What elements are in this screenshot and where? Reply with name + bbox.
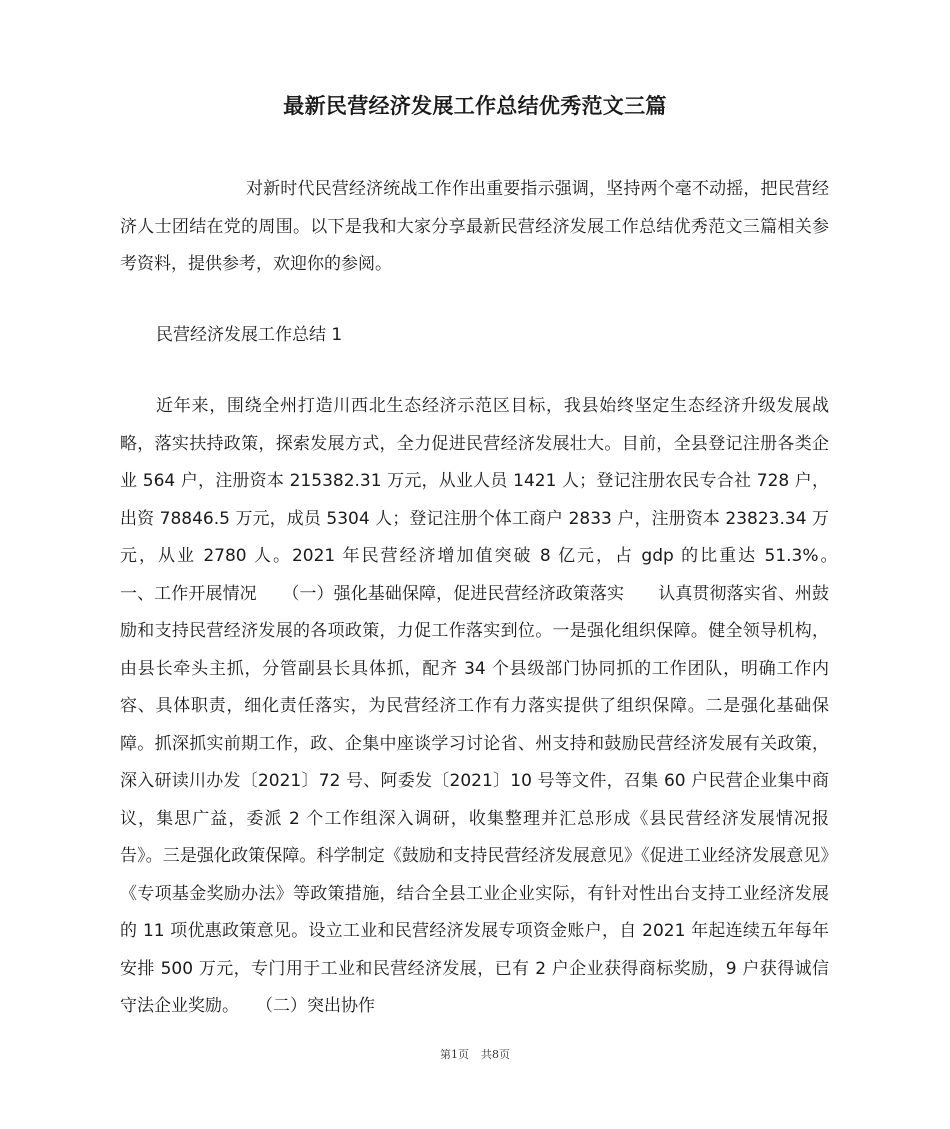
page-footer	[0, 1047, 950, 1063]
page-number: 第1页	[440, 1048, 469, 1061]
document-title: 最新民营经济发展工作总结优秀范文三篇	[283, 94, 667, 118]
section-heading: 民营经济发展工作总结 1	[156, 325, 343, 345]
intro-paragraph: 对新时代民营经济统战工作作出重要指示强调，坚持两个毫不动摇，把民营经济人士团结在党的周围。以下是我和大家分享最新民营经济发展工作总结优秀范文三篇相关参考资料，提供参考，欢迎你的参阅。	[120, 179, 829, 274]
body-paragraph: 近年来，围绕全州打造川西北生态经济示范区目标，我县始终坚定生态经济升级发展战略，落实扶持政策，探索发展方式，全力促进民营经济发展壮大。目前，全县登记注册各类企业 564 户，注册资本 215382.31 万元，从业人员 1421 人；登记注册农民专合社 728 户，出资 78846.5 万元，成员 5304 人；登记注册个体工商户 2833 户，注册资本 23823.34 万元，从业 2780 人。2021 年民营经济增加值突破 8 亿元，占 gdp 的比重达 51.3%。 一、工作开展情况 （一）强化基础保障，促进民营经济政策落实 认真贯彻落实省、州鼓励和支持民营经济发展的各项政策，力促工作落实到位。一是强化组织保障。健全领导机构，由县长牵头主抓，分管副县长具体抓，配齐 34 个县级部门协同抓的工作团队，明确工作内容、具体职责，细化责任落实，为民营经济工作有力落实提供了组织保障。二是强化基础保障。抓深抓实前期工作，政、企集中座谈学习讨论省、州支持和鼓励民营经济发展有关政策，深入研读川办发〔2021〕72 号、阿委发〔2021〕10 号等文件，召集 60 户民营企业集中商议，集思广益，委派 2 个工作组深入调研，收集整理并汇总形成《县民营经济发展情况报告》。三是强化政策保障。科学制定《鼓励和支持民营经济发展意见》《促进工业经济发展意见》《专项基金奖励办法》等政策措施，结合全县工业企业实际，有针对性出台支持工业经济发展的 11 项优惠政策意见。设立工业和民营经济发展专项资金账户，自 2021 年起连续五年每年安排 500 万元，专门用于工业和民营经济发展，已有 2 户企业获得商标奖励，9 户获得诚信守法企业奖励。 （二）突出协作	[120, 396, 863, 1016]
page-total: 共8页	[481, 1048, 510, 1061]
